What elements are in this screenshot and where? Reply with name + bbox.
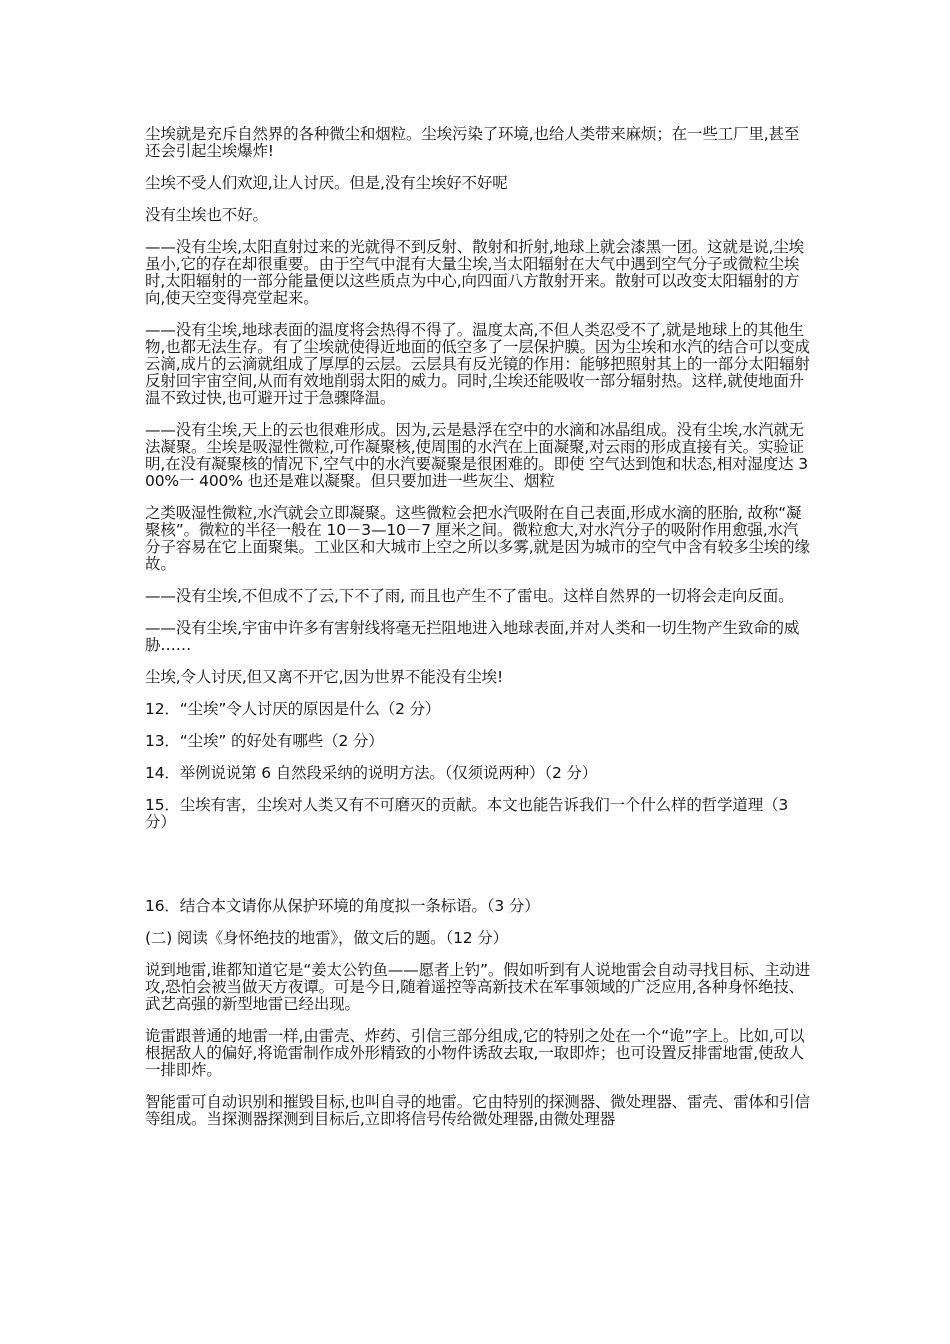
paragraph-smart-mine: 智能雷可自动识别和摧毁目标,也叫自寻的地雷。它由特别的探测器、微处理器、雷壳、雷体和引信等组成。当探测器探测到目标后,立即将信号传给微处理器,由微处理器 <box>145 1093 810 1128</box>
paragraph-intro: 尘埃就是充斥自然界的各种微尘和烟粒。尘埃污染了环境,也给人类带来麻烦；在一些工厂里,甚至还会引起尘埃爆炸! <box>145 125 800 160</box>
paragraph-question: 尘埃不受人们欢迎,让人讨厌。但是,没有尘埃好不好呢 <box>145 174 508 192</box>
question-14: 14．举例说说第 6 自然段采纳的说明方法。（仅须说两种）（2 分） <box>145 764 598 782</box>
paragraph-radiation: ——没有尘埃,宇宙中许多有害射线将毫无拦阻地进入地球表面,并对人类和一切生物产生致命的威胁…… <box>145 619 800 654</box>
paragraph-landmine-intro: 说到地雷,谁都知道它是“姜太公钓鱼——愿者上钓”。假如听到有人说地雷会自动寻找目标、主动进攻,恐怕会被当做天方夜谭。可是今日,随着遥控等高新技术在军事领域的广泛应用,各种身怀绝技、武艺高强的新型地雷已经出现。 <box>145 961 811 1013</box>
paragraph-clouds: ——没有尘埃,天上的云也很难形成。因为,云是悬浮在空中的水滴和冰晶组成。没有尘埃,水汽就无法凝聚。尘埃是吸湿性微粒,可作凝聚核,使周围的水汽在上面凝聚,对云雨的形成直接有关。实验证明,在没有凝聚核的情况下,空气中的水汽要凝聚是很困难的。即使 空气达到饱和状态,相对湿度达 300%一 400% 也还是难以凝聚。但只要加进一些灰尘、烟粒 <box>145 421 808 490</box>
question-13: 13．“尘埃” 的好处有哪些（2 分） <box>145 732 384 750</box>
document-page <box>145 126 813 1143</box>
paragraph-thunder: ——没有尘埃,不但成不了云,下不了雨, 而且也产生不了雷电。这样自然界的一切将会走向反面。 <box>145 587 794 605</box>
question-12: 12．“尘埃”令人讨厌的原因是什么（2 分） <box>145 700 441 718</box>
paragraph-light: ——没有尘埃,太阳直射过来的光就得不到反射、散射和折射,地球上就会漆黑一团。这就是说,尘埃虽小,它的存在却很重要。由于空气中混有大量尘埃,当太阳辐射在大气中遇到空气分子或微粒尘埃时,太阳辐射的一部分能量便以这些质点为中心,向四面八方散射开来。散射可以改变太阳辐射的方向,使天空变得亮堂起来。 <box>145 238 805 307</box>
paragraph-booby-trap: 诡雷跟普通的地雷一样,由雷壳、炸药、引信三部分组成,它的特别之处在一个“诡”字上。比如,可以根据敌人的偏好,将诡雷制作成外形精致的小物件诱敌去取,一取即炸；也可设置反排雷地雷,使敌人一排即炸。 <box>145 1027 805 1079</box>
paragraph-conclusion: 尘埃,令人讨厌,但又离不开它,因为世界不能没有尘埃! <box>145 668 504 686</box>
paragraph-temperature: ——没有尘埃,地球表面的温度将会热得不得了。温度太高,不但人类忍受不了,就是地球上的其他生物,也都无法生存。有了尘埃就使得近地面的低空多了一层保护膜。因为尘埃和水汽的结合可以变成云滴,成片的云滴就组成了厚厚的云层。云层具有反光镜的作用：能够把照射其上的一部分太阳辐射反射回宇宙空间,从而有效地削弱太阳的威力。同时,尘埃还能吸收一部分辐射热。这样,就使地面升温不致过快,也可避开过于急骤降温。 <box>145 321 810 407</box>
question-15: 15．尘埃有害，尘埃对人类又有不可磨灭的贡献。本文也能告诉我们一个什么样的哲学道理（3 分） <box>145 796 789 831</box>
answer-space <box>145 846 813 898</box>
paragraph-condensation: 之类吸湿性微粒,水汽就会立即凝聚。这些微粒会把水汽吸附在自己表面,形成水滴的胚胎, 故称“凝聚核”。微粒的半径一般在 10－3—10－7 厘米之间。微粒愈大,对水汽分子的吸附作用愈强,水汽分子容易在它上面聚集。工业区和大城市上空之所以多雾,就是因为城市的空气中含有较多尘埃的缘故。 <box>145 504 810 573</box>
question-16: 16．结合本文请你从保护环境的角度拟一条标语。（3 分） <box>145 897 540 915</box>
paragraph-answer: 没有尘埃也不好。 <box>145 206 268 224</box>
section-two-heading: (二) 阅读《身怀绝技的地雷》，做文后的题。（12 分） <box>145 929 508 947</box>
